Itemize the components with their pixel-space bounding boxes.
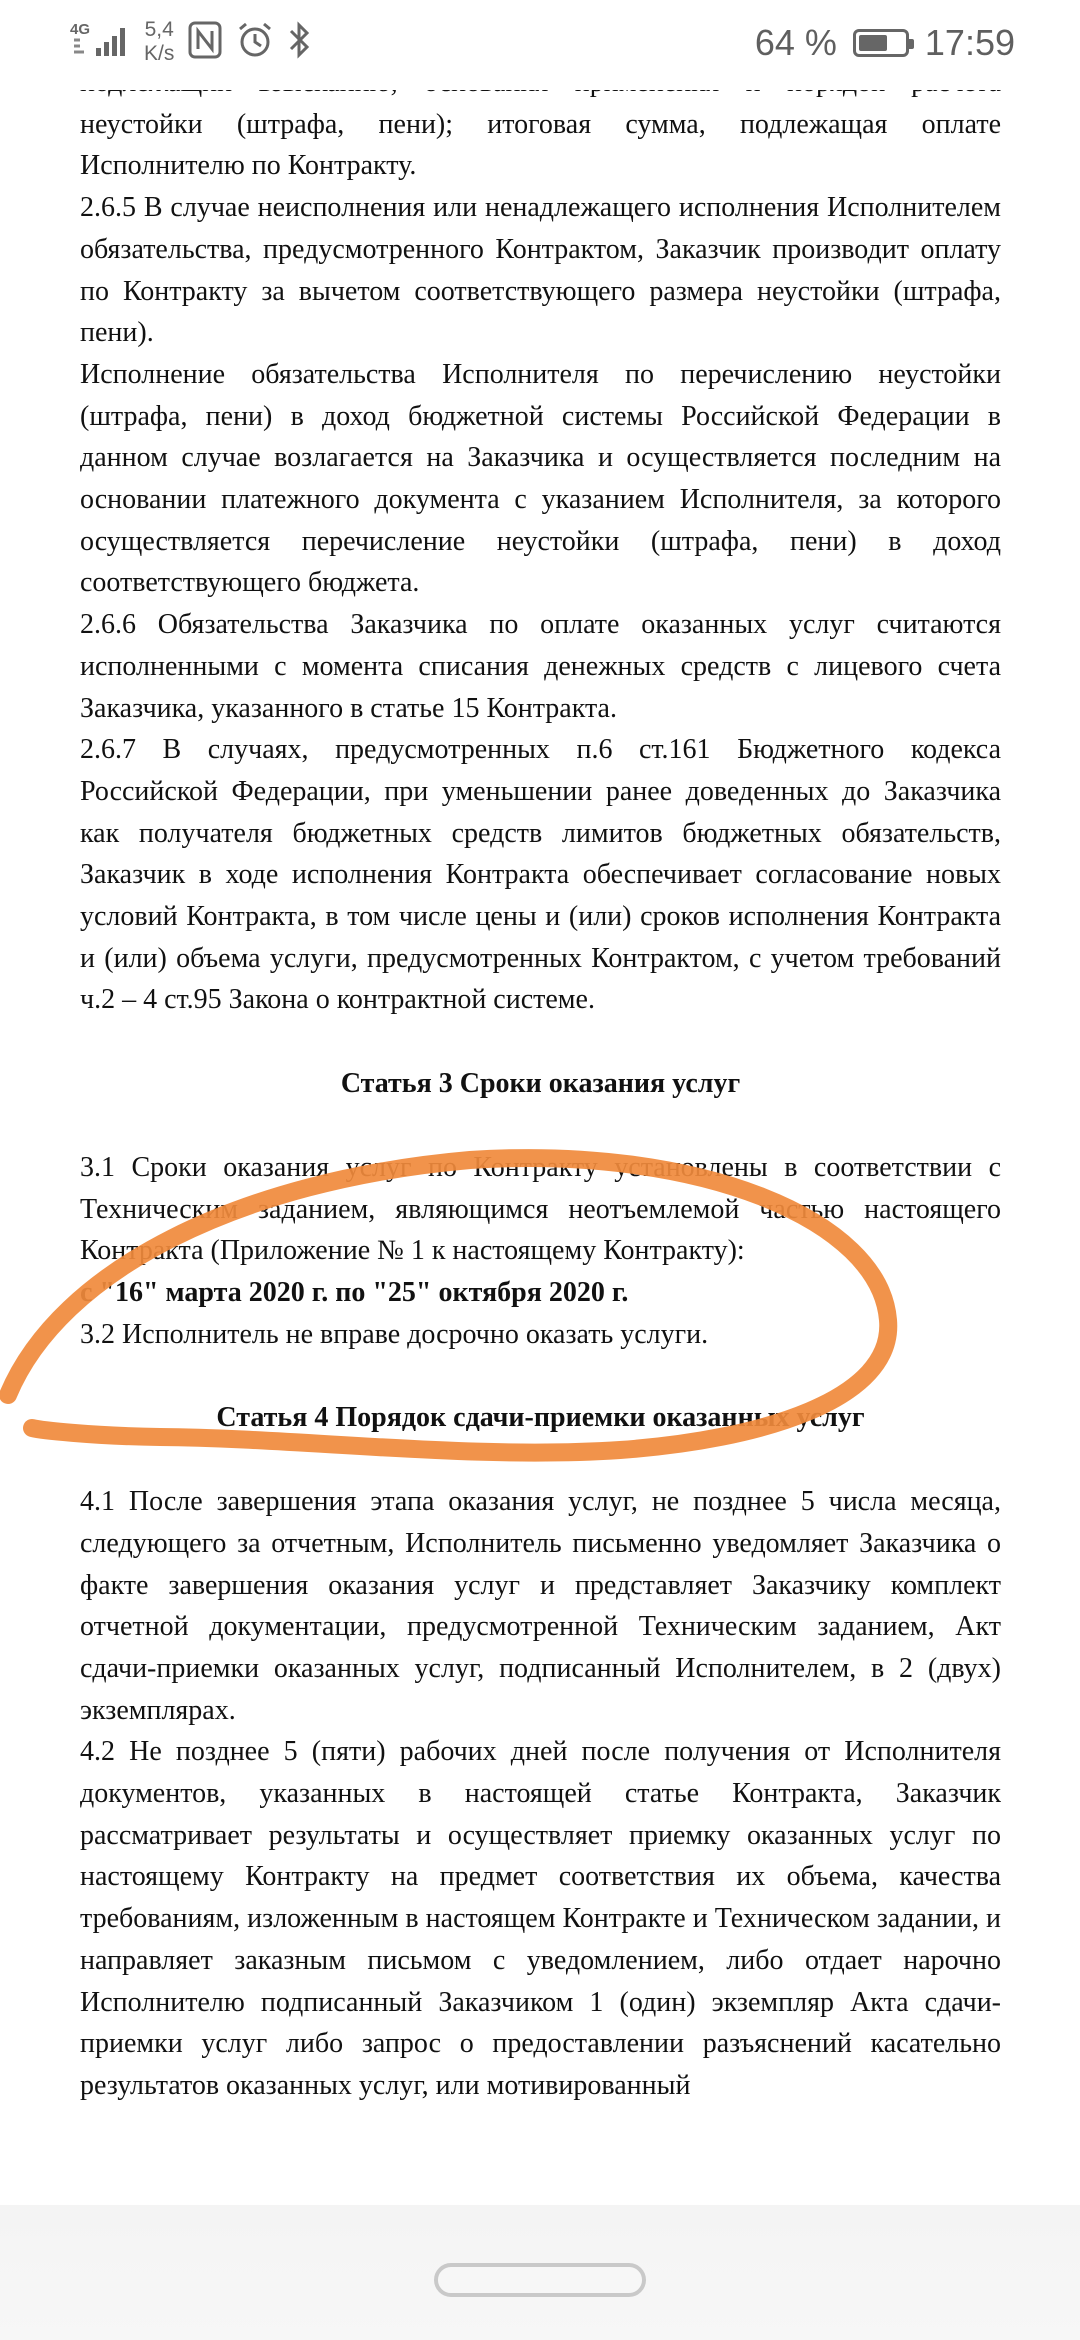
paragraph-3-2: 3.2 Исполнитель не вправе досрочно оказать услуги.: [80, 1318, 709, 1350]
battery-icon: [853, 29, 909, 57]
paragraph-3-1-dates: с "16" марта 2020 г. по "25" октября 2020 г.: [80, 1276, 629, 1308]
paragraph-4-2: 4.2 Не позднее 5 (пяти) рабочих дней после получения от Исполнителя документов, указанных в настоящей статье Контракта, Заказчик рассматривает результаты и осуществляет приемку оказанных услуг по настоящему Контракту на предмет соответствия их объема, качества требованиям, изложенным в настоящем Контракте и Техническом задании, и направляет заказным письмом с уведомлением, либо отдает нарочно Исполнителю подписанный Заказчиком 1 (один) экземпляр Акта сдачи-приемки услуг либо запрос о предоставлении разъяснений касательно результатов оказанных услуг, или мотивированный: [80, 1736, 1001, 2101]
paragraph-4-1: 4.1 После завершения этапа оказания услуг, не позднее 5 числа месяца, следующего за отчетным, Исполнитель письменно уведомляет Заказчика о факте завершения оказания услуг и представляет Заказчику комплект отчетной документации, предусмотренной Техническим заданием, Акт сдачи-приемки оказанных услуг, подписанный Исполнителем, в 2 (двух) экземплярах.: [80, 1486, 1001, 1726]
bluetooth-icon: [288, 21, 312, 64]
speed-value: 5,4: [144, 18, 174, 41]
document-page: [80, 62, 1001, 2107]
paragraph-2-6-6: 2.6.6 Обязательства Заказчика по оплате оказанных услуг считаются исполненными с момента списания денежных средств с лицевого счета Заказчика, указанного в статье 15 Контракта.: [80, 609, 1001, 724]
gesture-nav-bar: [0, 2205, 1080, 2340]
paragraph-penalty-transfer: Исполнение обязательства Исполнителя по перечислению неустойки (штрафа, пени) в доход бюджетной системы Российской Федерации в данном случае возлагается на Заказчика и осуществляется последним на основании платежного документа с указанием Исполнителя, за которого осуществляется перечисление неустойки (штрафа, пени) в доход соответствующего бюджета.: [80, 358, 1001, 599]
paragraph-2-6-7: 2.6.7 В случаях, предусмотренных п.6 ст.161 Бюджетного кодекса Российской Федерации, при уменьшении ранее доведенных до Заказчика как получателя бюджетных средств лимитов бюджетных обязательств, Заказчик в ходе исполнения Контракта обеспечивает согласование новых условий Контракта, в том числе цены и (или) сроков исполнения Контракта и (или) объема услуги, предусмотренных Контрактом, с учетом требований ч.2 – 4 ст.95 Закона о контрактной системе.: [80, 734, 1001, 1016]
network-type-label: 4G: [70, 20, 91, 38]
paragraph-2-6-5: 2.6.5 В случае неисполнения или ненадлежащего исполнения Исполнителем обязательства, предусмотренного Контрактом, Заказчик производит оплату по Контракту за вычетом соответствующего размера неустойки (штрафа, пени).: [80, 192, 1001, 349]
paragraph-3-1: 3.1 Сроки оказания услуг по Контракту установлены в соответствии с Техническим заданием, являющимся неотъемлемой частью настоящего Контракта (Приложение № 1 к настоящему Контракту):: [80, 1151, 1001, 1267]
nfc-icon: [188, 21, 222, 64]
battery-level: [859, 35, 887, 51]
battery-percent: 64 %: [754, 22, 837, 63]
speed-unit: K/s: [144, 42, 175, 65]
status-bar: [0, 0, 1080, 90]
alarm-icon: [236, 21, 274, 64]
signal-icon: [70, 20, 130, 65]
status-left: [70, 18, 312, 66]
article-4-heading: Статья 4 Порядок сдачи-приемки оказанных услуг: [216, 1402, 865, 1434]
home-gesture-handle[interactable]: [434, 2263, 646, 2297]
status-right: [755, 22, 1015, 64]
paragraph-penalty-summary: неустойки (штрафа, пени); итоговая сумма, подлежащая оплате Исполнителю по Контракту.: [80, 108, 1001, 182]
article-3-heading: Статья 3 Сроки оказания услуг: [340, 1068, 741, 1100]
clock: 17:59: [924, 22, 1015, 63]
network-speed: [144, 18, 174, 66]
